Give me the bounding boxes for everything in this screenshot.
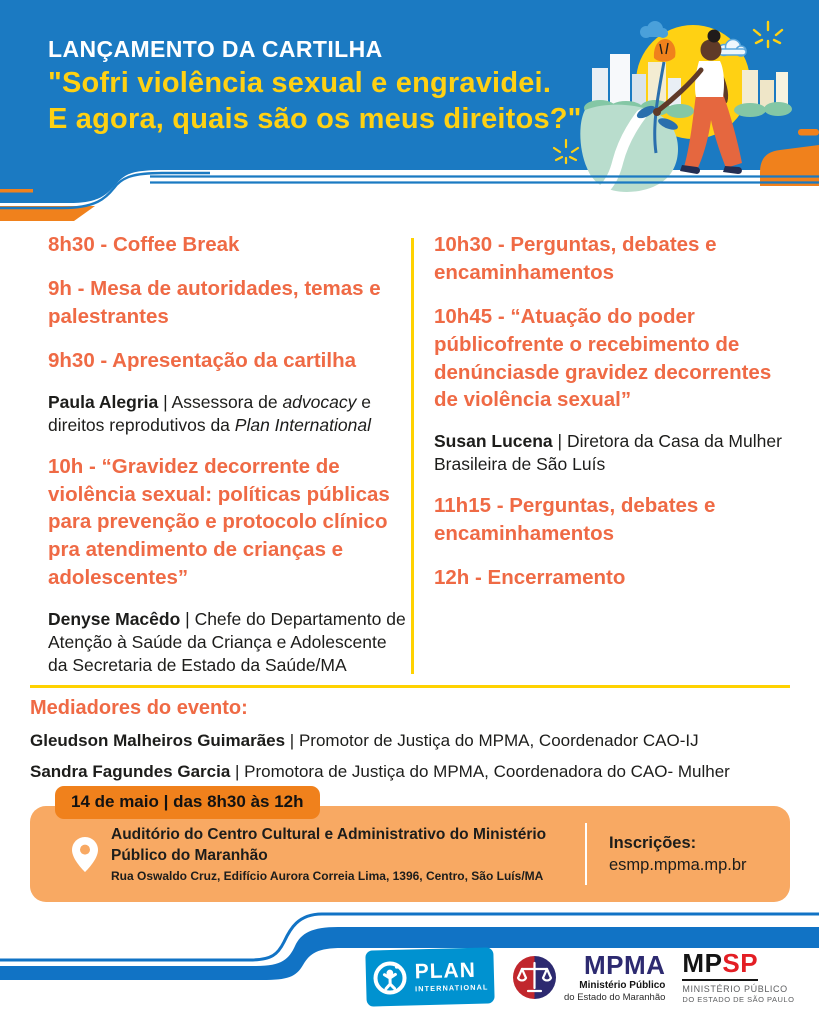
speaker-role: e direitos reprodutivos da bbox=[48, 391, 371, 435]
speaker-org-italic: Plan International bbox=[234, 414, 371, 435]
schedule-slot-9h: 9h - Mesa de autoridades, temas e palestrantes bbox=[48, 276, 381, 328]
speaker-role: Chefe do Departamento de Atenção à Saúde da Criança e Adolescente da Secretaria de Estado da Saúde/MA bbox=[48, 609, 406, 676]
speaker-paula-alegria bbox=[48, 391, 410, 437]
mediator-sandra bbox=[30, 760, 794, 785]
separator: | bbox=[180, 609, 195, 630]
separator: | bbox=[158, 391, 172, 412]
location-pin-icon bbox=[72, 837, 98, 872]
mpsp-line2: DO ESTADO DE SÃO PAULO bbox=[682, 995, 795, 1005]
speaker-name: Susan Lucena bbox=[434, 431, 553, 452]
section-divider bbox=[30, 685, 790, 688]
schedule-slot-10h45: 10h45 - “Atuação do poder públicofrente o recebimento de denúnciasde gravidez decorrentes de violência sexual” bbox=[434, 304, 772, 412]
schedule-slot-10h: 10h - “Gravidez decorrente de violência sexual: políticas públicas para prevenção e protocolo clínico pra atendimento de crianças e adolescentes” bbox=[48, 454, 390, 590]
date-time-badge: 14 de maio | das 8h30 às 12h bbox=[55, 786, 320, 819]
mpsp-acronym bbox=[682, 948, 794, 979]
speaker-role: Assessora de bbox=[171, 391, 283, 412]
schedule-slot-12h: 12h - Encerramento bbox=[434, 566, 626, 590]
road-pinstripes bbox=[0, 173, 819, 208]
speaker-susan-lucena bbox=[434, 430, 792, 476]
separator: | bbox=[230, 761, 245, 781]
column-divider bbox=[411, 238, 414, 674]
partner-logos bbox=[366, 949, 794, 1005]
speaker-role: Diretora da Casa da Mulher Brasileira de São Luís bbox=[434, 431, 782, 475]
header-kicker: LANÇAMENTO DA CARTILHA bbox=[48, 36, 383, 62]
mpma-logo bbox=[511, 949, 666, 1003]
separator: | bbox=[285, 731, 299, 750]
mpsp-underline bbox=[682, 979, 758, 981]
mediator-name: Gleudson Malheiros Guimarães bbox=[30, 731, 286, 750]
plan-emblem-icon bbox=[371, 960, 408, 997]
plan-wordmark bbox=[414, 960, 488, 993]
plan-subtitle: INTERNATIONAL bbox=[415, 982, 489, 994]
mpma-wordmark bbox=[564, 949, 666, 1003]
title-line-1: "Sofri violência sexual e engravidei. bbox=[48, 67, 552, 99]
schedule-column-right bbox=[434, 231, 792, 608]
inscriptions-block bbox=[609, 832, 747, 877]
woman-top bbox=[695, 61, 724, 97]
mpsp-sp: SP bbox=[722, 948, 759, 979]
speaker-role-italic: advocacy bbox=[282, 391, 357, 412]
speaker-name: Denyse Macêdo bbox=[48, 609, 181, 630]
woman-shoe-right bbox=[723, 166, 742, 174]
mediator-role: Promotora de Justiça do MPMA, Coordenadora do CAO- Mulher bbox=[244, 761, 730, 781]
header-right-orange-bar bbox=[798, 129, 819, 136]
speaker-denyse-macedo bbox=[48, 608, 410, 677]
mpsp-mp: MP bbox=[682, 948, 723, 979]
panel-divider bbox=[585, 823, 587, 885]
schedule-slot-9h30: 9h30 - Apresentação da cartilha bbox=[48, 348, 357, 372]
title-line-2: E agora, quais são os meus direitos?" bbox=[48, 102, 582, 135]
mpsp-logo bbox=[682, 950, 794, 1004]
inscriptions-label: Inscrições: bbox=[609, 833, 697, 852]
mediator-gleudson bbox=[30, 729, 794, 754]
header-left-orange-line bbox=[0, 189, 33, 193]
mpma-emblem-icon bbox=[511, 954, 558, 1001]
plan-international-logo bbox=[365, 947, 494, 1006]
woman-head bbox=[701, 40, 722, 61]
venue-panel bbox=[30, 806, 790, 902]
mediator-name: Sandra Fagundes Garcia bbox=[30, 761, 231, 781]
page-title bbox=[48, 66, 608, 138]
venue-details bbox=[111, 825, 563, 882]
mediator-role: Promotor de Justiça do MPMA, Coordenador CAO-IJ bbox=[298, 731, 699, 750]
plan-name: PLAN bbox=[414, 959, 477, 984]
woman-hand bbox=[653, 108, 661, 116]
schedule-slot-11h15: 11h15 - Perguntas, debates e encaminhamentos bbox=[434, 494, 716, 546]
mediators-heading: Mediadores do evento: bbox=[30, 697, 248, 719]
woman-hair-bun bbox=[708, 30, 721, 43]
mpma-line2: do Estado do Maranhão bbox=[564, 991, 666, 1003]
mediators-section bbox=[30, 697, 794, 790]
schedule-column-left bbox=[48, 231, 410, 693]
speaker-name: Paula Alegria bbox=[48, 391, 159, 412]
venue-name: Auditório do Centro Cultural e Administrativo do Ministério Público do Maranhão bbox=[111, 826, 547, 864]
inscriptions-url: esmp.mpma.mp.br bbox=[609, 856, 747, 874]
venue-address: Rua Oswaldo Cruz, Edifício Aurora Correia Lima, 1396, Centro, São Luís/MA bbox=[111, 868, 544, 883]
mpma-line1: Ministério Público bbox=[579, 979, 666, 991]
mpma-acronym: MPMA bbox=[583, 949, 666, 980]
separator: | bbox=[552, 431, 567, 452]
schedule-slot-10h30: 10h30 - Perguntas, debates e encaminhamentos bbox=[434, 233, 717, 284]
schedule-slot-8h30: 8h30 - Coffee Break bbox=[48, 233, 240, 256]
mpsp-line1: MINISTÉRIO PÚBLICO bbox=[682, 984, 788, 995]
